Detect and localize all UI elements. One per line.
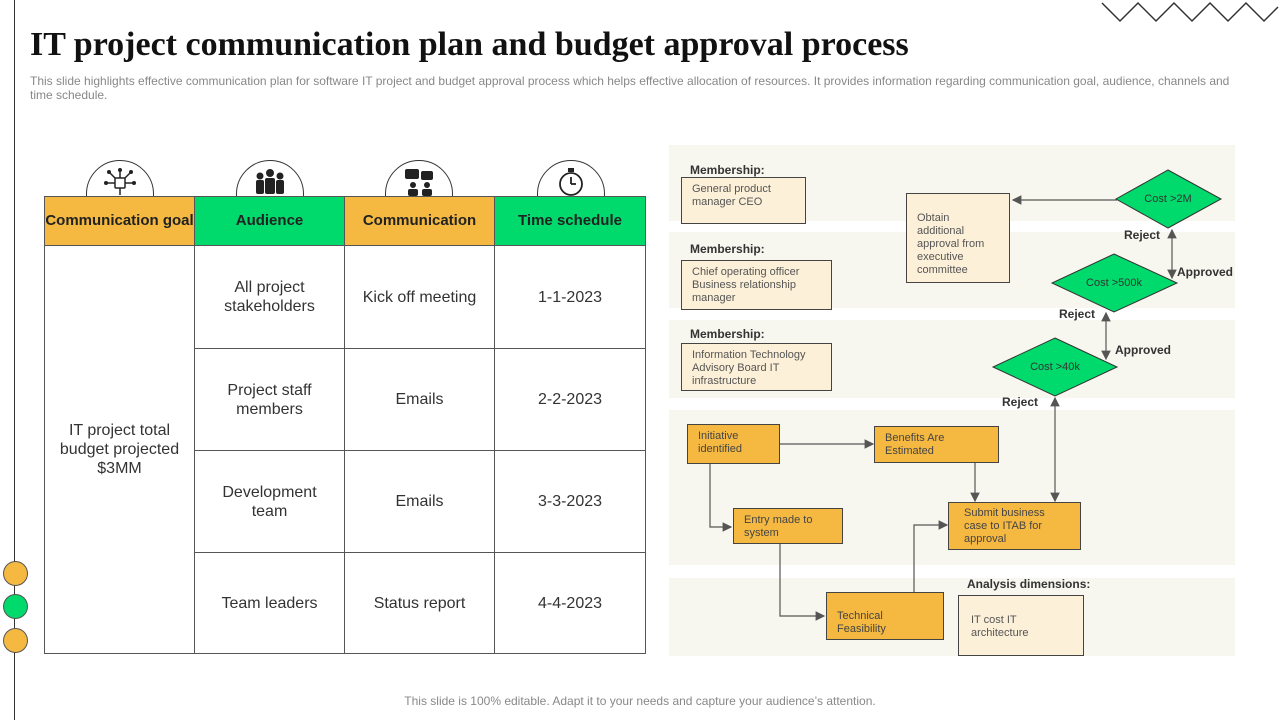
approved-label: Approved — [1115, 343, 1172, 357]
analysis-label: Analysis dimensions: — [967, 577, 1091, 591]
date-cell: 3-3-2023 — [494, 450, 646, 553]
page-subtitle: This slide highlights effective communication plan for software IT project and budget approval process which helps effective allocation of resources. It provides information regarding communication goal, audience, channels and time schedule. — [30, 74, 1230, 102]
step-benefits: Benefits Are Estimated — [874, 426, 999, 463]
audience-cell: Development team — [194, 450, 345, 553]
reject-label: Reject — [1002, 395, 1039, 409]
audience-cell: Project staff members — [194, 348, 345, 451]
header-time-schedule: Time schedule — [494, 196, 646, 246]
header-communication-goal: Communication goal — [44, 196, 195, 246]
communication-cell: Emails — [344, 450, 495, 553]
audience-cell: Team leaders — [194, 552, 345, 654]
step-initiative: Initiative identified — [687, 424, 780, 464]
header-audience: Audience — [194, 196, 345, 246]
membership-label: Membership: — [690, 242, 765, 256]
diamond-label: Cost >40k — [1030, 361, 1080, 373]
approved-label: Approved — [1177, 265, 1234, 279]
membership-box: Information Technology Advisory Board IT infrastructure — [681, 343, 832, 391]
communication-cell: Kick off meeting — [344, 245, 495, 349]
membership-box: General product manager CEO — [681, 177, 806, 224]
membership-label: Membership: — [690, 327, 765, 341]
date-cell: 1-1-2023 — [494, 245, 646, 349]
executive-approval-box: Obtain additional approval from executive committee — [906, 193, 1010, 283]
audience-cell: All project stakeholders — [194, 245, 345, 349]
step-entry: Entry made to system — [733, 508, 843, 544]
diamond-label: Cost >2M — [1144, 193, 1192, 205]
diamond-label: Cost >500k — [1086, 277, 1142, 289]
membership-label: Membership: — [690, 163, 765, 177]
step-submit: Submit business case to ITAB for approval — [948, 502, 1081, 550]
analysis-box: IT cost IT architecture — [958, 595, 1084, 656]
date-cell: 4-4-2023 — [494, 552, 646, 654]
communication-cell: Emails — [344, 348, 495, 451]
page-title: IT project communication plan and budget approval process — [30, 26, 909, 63]
footer-note: This slide is 100% editable. Adapt it to your needs and capture your audience’s attention. — [404, 694, 876, 708]
reject-label: Reject — [1059, 307, 1096, 321]
reject-label: Reject — [1124, 228, 1161, 242]
goal-cell: IT project total budget projected $3MM — [44, 245, 195, 654]
membership-box: Chief operating officer Business relationship manager — [681, 260, 832, 310]
date-cell: 2-2-2023 — [494, 348, 646, 451]
header-communication: Communication — [344, 196, 495, 246]
communication-cell: Status report — [344, 552, 495, 654]
step-technical-feasibility: Technical Feasibility — [826, 592, 944, 640]
